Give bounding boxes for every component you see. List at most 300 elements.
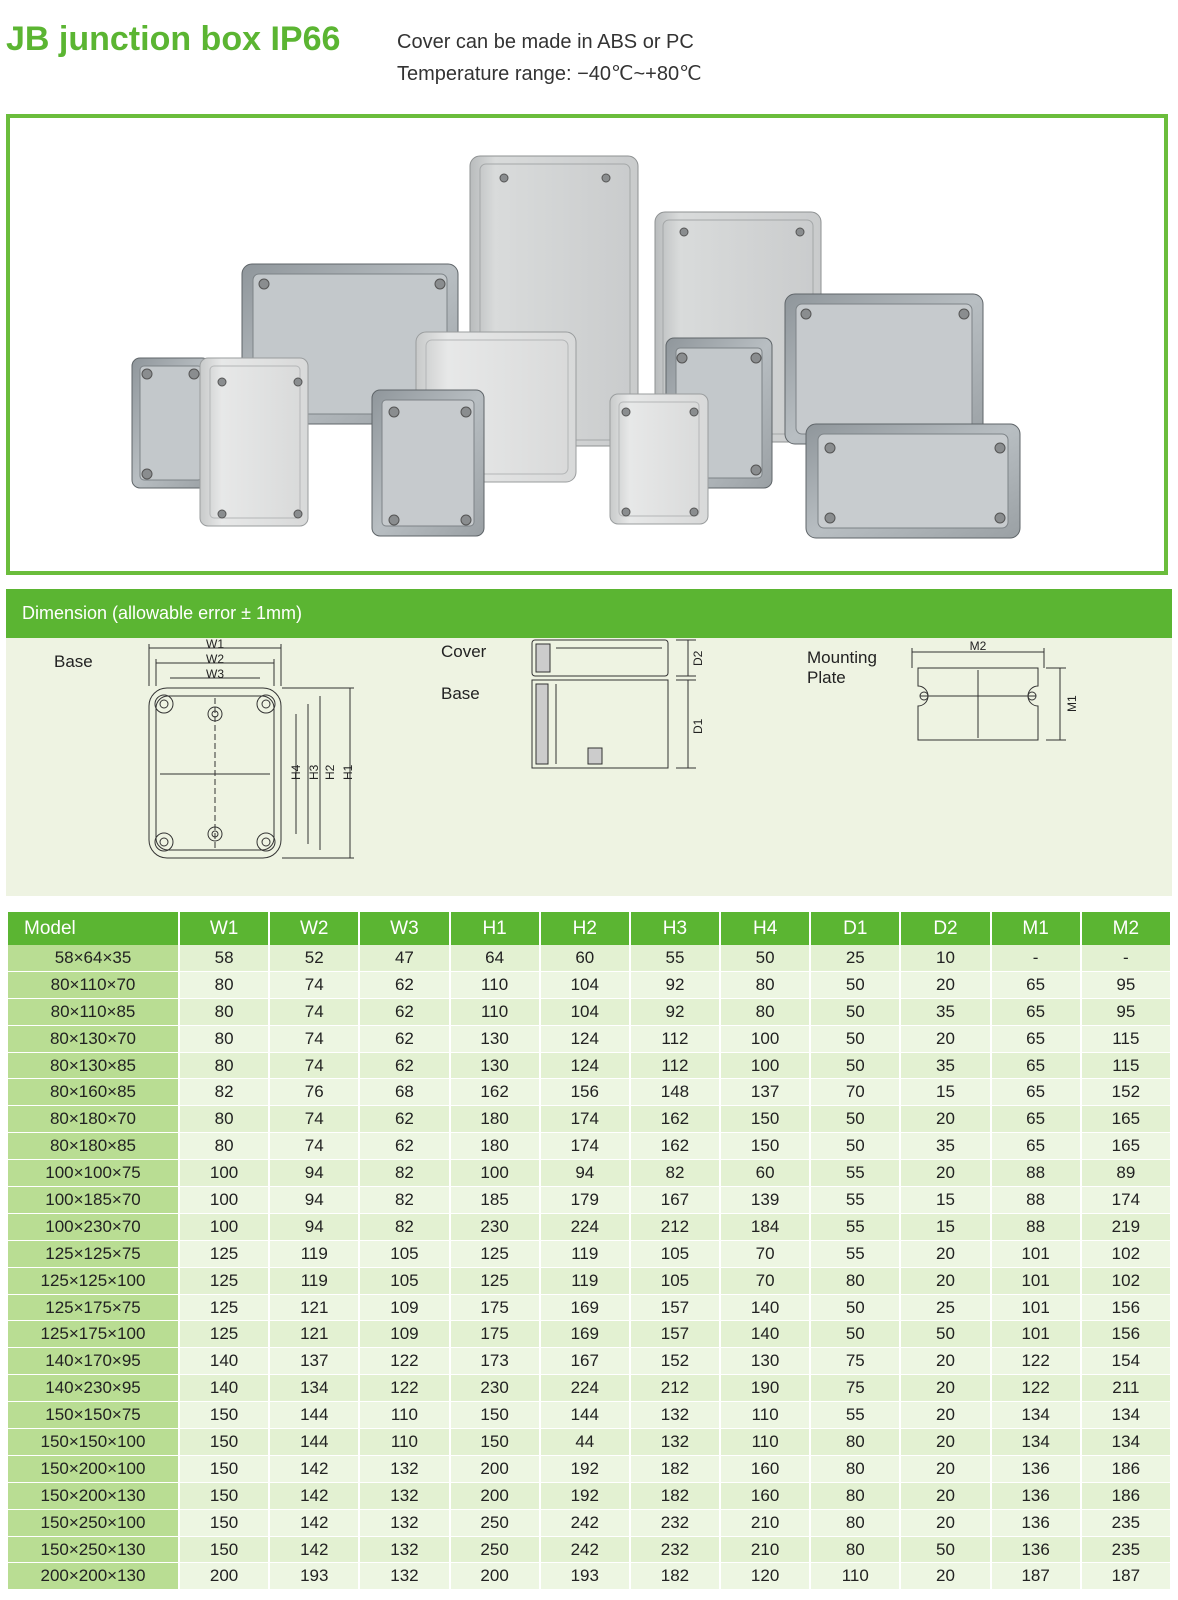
w1-label: W1 [206, 637, 224, 651]
value-cell: 165 [1082, 1133, 1170, 1160]
value-cell: 140 [721, 1295, 809, 1322]
column-header: W3 [360, 912, 448, 945]
model-cell: 150×200×130 [8, 1483, 178, 1510]
value-cell: 150 [180, 1510, 268, 1537]
value-cell: 192 [541, 1483, 629, 1510]
value-cell: 65 [992, 1053, 1080, 1080]
value-cell: 80 [811, 1510, 899, 1537]
value-cell: 137 [721, 1079, 809, 1106]
value-cell: 119 [270, 1241, 358, 1268]
value-cell: 219 [1082, 1214, 1170, 1241]
value-cell: 148 [631, 1079, 719, 1106]
value-cell: 105 [631, 1241, 719, 1268]
value-cell: 230 [451, 1375, 539, 1402]
value-cell: 112 [631, 1026, 719, 1053]
model-cell: 150×150×100 [8, 1429, 178, 1456]
value-cell: 140 [721, 1321, 809, 1348]
value-cell: 140 [180, 1375, 268, 1402]
value-cell: 175 [451, 1321, 539, 1348]
column-header: H3 [631, 912, 719, 945]
table-row [8, 1537, 1170, 1564]
value-cell: 80 [180, 999, 268, 1026]
value-cell: 50 [811, 1295, 899, 1322]
value-cell: 232 [631, 1537, 719, 1564]
value-cell: 136 [992, 1483, 1080, 1510]
value-cell: 132 [631, 1402, 719, 1429]
base-drawing [146, 638, 366, 863]
value-cell: 100 [451, 1160, 539, 1187]
value-cell: 92 [631, 972, 719, 999]
w3-label: W3 [206, 667, 224, 681]
value-cell: 74 [270, 999, 358, 1026]
value-cell: 50 [811, 1026, 899, 1053]
value-cell: 212 [631, 1375, 719, 1402]
value-cell: 62 [360, 999, 448, 1026]
value-cell: 55 [811, 1214, 899, 1241]
value-cell: 20 [901, 1348, 989, 1375]
value-cell: 94 [270, 1187, 358, 1214]
value-cell: 150 [180, 1537, 268, 1564]
value-cell: 174 [1082, 1187, 1170, 1214]
h4-label: H4 [289, 764, 303, 780]
column-header: Model [8, 912, 178, 945]
value-cell: 150 [451, 1429, 539, 1456]
value-cell: 101 [992, 1268, 1080, 1295]
value-cell: 55 [811, 1160, 899, 1187]
value-cell: 132 [360, 1456, 448, 1483]
junction-boxes-illustration [10, 118, 1164, 571]
value-cell: 122 [360, 1375, 448, 1402]
value-cell: 101 [992, 1321, 1080, 1348]
table-row [8, 1429, 1170, 1456]
value-cell: 122 [360, 1348, 448, 1375]
value-cell: 200 [451, 1483, 539, 1510]
table-row [8, 1026, 1170, 1053]
value-cell: 224 [541, 1214, 629, 1241]
value-cell: 186 [1082, 1456, 1170, 1483]
value-cell: 74 [270, 1106, 358, 1133]
value-cell: 150 [180, 1429, 268, 1456]
value-cell: 125 [451, 1241, 539, 1268]
column-header: W2 [270, 912, 358, 945]
value-cell: 242 [541, 1510, 629, 1537]
value-cell: 184 [721, 1214, 809, 1241]
value-cell: 62 [360, 1026, 448, 1053]
value-cell: 50 [811, 1321, 899, 1348]
value-cell: 157 [631, 1321, 719, 1348]
value-cell: 80 [811, 1456, 899, 1483]
mounting-plate-drawing [906, 638, 1086, 748]
value-cell: 74 [270, 1053, 358, 1080]
model-cell: 80×110×85 [8, 999, 178, 1026]
value-cell: 174 [541, 1106, 629, 1133]
model-cell: 200×200×130 [8, 1563, 178, 1590]
value-cell: 110 [721, 1429, 809, 1456]
value-cell: 55 [811, 1402, 899, 1429]
value-cell: 162 [631, 1106, 719, 1133]
value-cell: 132 [360, 1537, 448, 1564]
value-cell: 88 [992, 1214, 1080, 1241]
value-cell: 134 [270, 1375, 358, 1402]
value-cell: 109 [360, 1321, 448, 1348]
value-cell: 235 [1082, 1510, 1170, 1537]
value-cell: 20 [901, 1456, 989, 1483]
table-row [8, 1106, 1170, 1133]
value-cell: 185 [451, 1187, 539, 1214]
table-row [8, 1133, 1170, 1160]
value-cell: 65 [992, 1133, 1080, 1160]
value-cell: 95 [1082, 999, 1170, 1026]
column-header: W1 [180, 912, 268, 945]
table-row [8, 1079, 1170, 1106]
value-cell: 20 [901, 1563, 989, 1590]
product-photo [6, 114, 1168, 575]
value-cell: 224 [541, 1375, 629, 1402]
value-cell: 235 [1082, 1537, 1170, 1564]
value-cell: - [1082, 945, 1170, 972]
value-cell: 110 [360, 1402, 448, 1429]
value-cell: 74 [270, 1133, 358, 1160]
table-row [8, 1160, 1170, 1187]
value-cell: 156 [541, 1079, 629, 1106]
value-cell: 200 [451, 1563, 539, 1590]
value-cell: 125 [451, 1268, 539, 1295]
value-cell: 232 [631, 1510, 719, 1537]
value-cell: 102 [1082, 1241, 1170, 1268]
value-cell: 52 [270, 945, 358, 972]
mounting-label-line2: Plate [807, 668, 846, 687]
value-cell: 35 [901, 999, 989, 1026]
value-cell: 50 [811, 1053, 899, 1080]
table-row [8, 1483, 1170, 1510]
value-cell: 150 [180, 1483, 268, 1510]
model-cell: 80×180×85 [8, 1133, 178, 1160]
value-cell: 125 [180, 1268, 268, 1295]
value-cell: 230 [451, 1214, 539, 1241]
value-cell: 179 [541, 1187, 629, 1214]
model-cell: 150×250×100 [8, 1510, 178, 1537]
model-cell: 58×64×35 [8, 945, 178, 972]
value-cell: 110 [451, 972, 539, 999]
value-cell: 75 [811, 1375, 899, 1402]
value-cell: 20 [901, 1483, 989, 1510]
m2-label: M2 [969, 639, 987, 653]
value-cell: 94 [270, 1160, 358, 1187]
model-cell: 125×175×100 [8, 1321, 178, 1348]
side-base-label: Base [441, 684, 480, 703]
value-cell: 193 [541, 1563, 629, 1590]
value-cell: 137 [270, 1348, 358, 1375]
box-light-small [200, 358, 308, 526]
value-cell: 55 [811, 1187, 899, 1214]
table-row [8, 1321, 1170, 1348]
value-cell: 134 [992, 1429, 1080, 1456]
column-header: D1 [811, 912, 899, 945]
value-cell: 125 [180, 1241, 268, 1268]
value-cell: 250 [451, 1510, 539, 1537]
value-cell: 180 [451, 1106, 539, 1133]
value-cell: 169 [541, 1321, 629, 1348]
value-cell: 156 [1082, 1321, 1170, 1348]
value-cell: 250 [451, 1537, 539, 1564]
cover-label: Cover [441, 642, 487, 661]
value-cell: 150 [451, 1402, 539, 1429]
value-cell: 65 [992, 972, 1080, 999]
value-cell: 132 [631, 1429, 719, 1456]
value-cell: 20 [901, 1268, 989, 1295]
value-cell: 150 [180, 1402, 268, 1429]
value-cell: 121 [270, 1321, 358, 1348]
page-title: JB junction box IP66 [6, 20, 341, 58]
value-cell: 100 [180, 1187, 268, 1214]
value-cell: 20 [901, 1241, 989, 1268]
value-cell: 174 [541, 1133, 629, 1160]
value-cell: 80 [180, 1106, 268, 1133]
m1-label: M1 [1065, 695, 1079, 712]
value-cell: 50 [901, 1321, 989, 1348]
d2-label: D2 [691, 650, 705, 666]
value-cell: 100 [721, 1026, 809, 1053]
value-cell: 50 [811, 1133, 899, 1160]
value-cell: 110 [451, 999, 539, 1026]
value-cell: 192 [541, 1456, 629, 1483]
value-cell: - [992, 945, 1080, 972]
value-cell: 95 [1082, 972, 1170, 999]
value-cell: 156 [1082, 1295, 1170, 1322]
value-cell: 20 [901, 1106, 989, 1133]
value-cell: 75 [811, 1348, 899, 1375]
value-cell: 173 [451, 1348, 539, 1375]
value-cell: 212 [631, 1214, 719, 1241]
value-cell: 80 [811, 1483, 899, 1510]
table-row [8, 1375, 1170, 1402]
value-cell: 211 [1082, 1375, 1170, 1402]
value-cell: 25 [901, 1295, 989, 1322]
side-section-drawing [526, 638, 726, 778]
value-cell: 10 [901, 945, 989, 972]
value-cell: 124 [541, 1026, 629, 1053]
value-cell: 136 [992, 1510, 1080, 1537]
model-cell: 80×130×85 [8, 1053, 178, 1080]
value-cell: 105 [360, 1268, 448, 1295]
model-cell: 140×230×95 [8, 1375, 178, 1402]
value-cell: 89 [1082, 1160, 1170, 1187]
value-cell: 142 [270, 1510, 358, 1537]
value-cell: 140 [180, 1348, 268, 1375]
value-cell: 88 [992, 1187, 1080, 1214]
dimension-drawings [6, 638, 1172, 896]
column-header: D2 [901, 912, 989, 945]
value-cell: 20 [901, 1429, 989, 1456]
value-cell: 70 [811, 1079, 899, 1106]
model-cell: 100×100×75 [8, 1160, 178, 1187]
table-row [8, 999, 1170, 1026]
value-cell: 167 [631, 1187, 719, 1214]
value-cell: 175 [451, 1295, 539, 1322]
value-cell: 193 [270, 1563, 358, 1590]
value-cell: 242 [541, 1537, 629, 1564]
value-cell: 110 [721, 1402, 809, 1429]
value-cell: 80 [180, 1026, 268, 1053]
model-cell: 80×130×70 [8, 1026, 178, 1053]
model-cell: 80×110×70 [8, 972, 178, 999]
value-cell: 154 [1082, 1348, 1170, 1375]
value-cell: 144 [270, 1429, 358, 1456]
value-cell: 200 [451, 1456, 539, 1483]
h1-label: H1 [341, 764, 355, 780]
value-cell: 169 [541, 1295, 629, 1322]
value-cell: 80 [721, 999, 809, 1026]
value-cell: 60 [721, 1160, 809, 1187]
value-cell: 136 [992, 1537, 1080, 1564]
model-cell: 80×180×70 [8, 1106, 178, 1133]
value-cell: 152 [1082, 1079, 1170, 1106]
value-cell: 82 [360, 1187, 448, 1214]
table-row [8, 1510, 1170, 1537]
value-cell: 125 [180, 1321, 268, 1348]
value-cell: 150 [721, 1106, 809, 1133]
box-clear-long [806, 424, 1020, 538]
value-cell: 109 [360, 1295, 448, 1322]
value-cell: 100 [180, 1214, 268, 1241]
column-header: M1 [992, 912, 1080, 945]
value-cell: 50 [811, 999, 899, 1026]
value-cell: 142 [270, 1537, 358, 1564]
value-cell: 25 [811, 945, 899, 972]
value-cell: 65 [992, 1106, 1080, 1133]
value-cell: 55 [631, 945, 719, 972]
value-cell: 186 [1082, 1483, 1170, 1510]
value-cell: 100 [721, 1053, 809, 1080]
value-cell: 88 [992, 1160, 1080, 1187]
value-cell: 105 [631, 1268, 719, 1295]
value-cell: 20 [901, 1375, 989, 1402]
value-cell: 76 [270, 1079, 358, 1106]
table-body [8, 945, 1170, 1590]
model-cell: 125×125×100 [8, 1268, 178, 1295]
model-cell: 125×175×75 [8, 1295, 178, 1322]
value-cell: 64 [451, 945, 539, 972]
value-cell: 136 [992, 1456, 1080, 1483]
table-row [8, 945, 1170, 972]
value-cell: 47 [360, 945, 448, 972]
value-cell: 44 [541, 1429, 629, 1456]
value-cell: 134 [1082, 1402, 1170, 1429]
value-cell: 115 [1082, 1053, 1170, 1080]
value-cell: 102 [1082, 1268, 1170, 1295]
column-header: H4 [721, 912, 809, 945]
value-cell: 80 [811, 1429, 899, 1456]
value-cell: 80 [180, 972, 268, 999]
value-cell: 160 [721, 1483, 809, 1510]
value-cell: 130 [451, 1026, 539, 1053]
value-cell: 82 [180, 1079, 268, 1106]
value-cell: 165 [1082, 1106, 1170, 1133]
model-cell: 100×185×70 [8, 1187, 178, 1214]
value-cell: 132 [360, 1563, 448, 1590]
d1-label: D1 [691, 718, 705, 734]
value-cell: 20 [901, 1160, 989, 1187]
value-cell: 144 [541, 1402, 629, 1429]
value-cell: 190 [721, 1375, 809, 1402]
value-cell: 101 [992, 1241, 1080, 1268]
value-cell: 74 [270, 1026, 358, 1053]
value-cell: 182 [631, 1563, 719, 1590]
value-cell: 50 [721, 945, 809, 972]
value-cell: 210 [721, 1537, 809, 1564]
value-cell: 20 [901, 1510, 989, 1537]
value-cell: 82 [631, 1160, 719, 1187]
temperature-note: Temperature range: −40℃~+80℃ [397, 63, 702, 85]
material-note: Cover can be made in ABS or PC [397, 31, 694, 53]
value-cell: 157 [631, 1295, 719, 1322]
value-cell: 80 [811, 1268, 899, 1295]
value-cell: 62 [360, 1133, 448, 1160]
value-cell: 101 [992, 1295, 1080, 1322]
column-header: H1 [451, 912, 539, 945]
value-cell: 182 [631, 1483, 719, 1510]
value-cell: 182 [631, 1456, 719, 1483]
value-cell: 62 [360, 972, 448, 999]
h3-label: H3 [307, 764, 321, 780]
column-header: M2 [1082, 912, 1170, 945]
value-cell: 144 [270, 1402, 358, 1429]
value-cell: 15 [901, 1187, 989, 1214]
value-cell: 132 [360, 1483, 448, 1510]
value-cell: 94 [270, 1214, 358, 1241]
value-cell: 142 [270, 1456, 358, 1483]
value-cell: 162 [631, 1133, 719, 1160]
value-cell: 58 [180, 945, 268, 972]
value-cell: 115 [1082, 1026, 1170, 1053]
table-row [8, 1563, 1170, 1590]
value-cell: 92 [631, 999, 719, 1026]
value-cell: 70 [721, 1268, 809, 1295]
table-row [8, 1053, 1170, 1080]
mounting-label-line1: Mounting [807, 648, 877, 667]
value-cell: 50 [811, 1106, 899, 1133]
value-cell: 119 [541, 1268, 629, 1295]
value-cell: 122 [992, 1375, 1080, 1402]
spec-table [6, 912, 1172, 1590]
value-cell: 139 [721, 1187, 809, 1214]
value-cell: 187 [992, 1563, 1080, 1590]
value-cell: 65 [992, 999, 1080, 1026]
value-cell: 119 [541, 1241, 629, 1268]
value-cell: 55 [811, 1241, 899, 1268]
value-cell: 50 [811, 972, 899, 999]
base-label: Base [54, 652, 93, 671]
value-cell: 160 [721, 1456, 809, 1483]
dimension-header: Dimension (allowable error ± 1mm) [6, 589, 1172, 638]
value-cell: 15 [901, 1079, 989, 1106]
model-cell: 150×150×75 [8, 1402, 178, 1429]
value-cell: 167 [541, 1348, 629, 1375]
column-header: H2 [541, 912, 629, 945]
value-cell: 50 [901, 1537, 989, 1564]
h2-label: H2 [323, 764, 337, 780]
value-cell: 15 [901, 1214, 989, 1241]
value-cell: 124 [541, 1053, 629, 1080]
value-cell: 112 [631, 1053, 719, 1080]
table-row [8, 1268, 1170, 1295]
value-cell: 94 [541, 1160, 629, 1187]
value-cell: 35 [901, 1133, 989, 1160]
value-cell: 20 [901, 972, 989, 999]
value-cell: 68 [360, 1079, 448, 1106]
value-cell: 62 [360, 1053, 448, 1080]
value-cell: 142 [270, 1483, 358, 1510]
